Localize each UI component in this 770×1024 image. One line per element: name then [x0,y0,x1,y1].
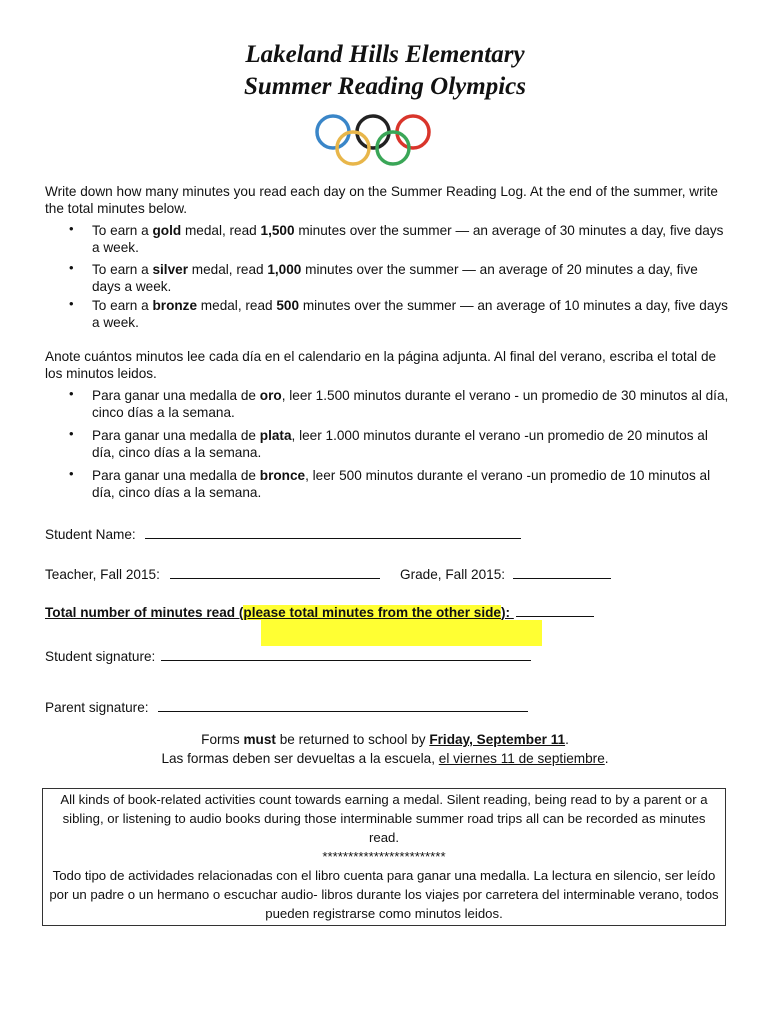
parent-signature-label: Parent signature: [45,700,149,715]
page-title-line2: Summer Reading Olympics [244,73,526,100]
note-box [42,788,726,926]
spanish-intro: Anote cuántos minutos lee cada día en el calendario en la página adjunta. Al final del verano, escriba el total de los minutos leidos. [45,349,717,381]
return-notice-english: Forms must be returned to school by Friday, September 11. [201,732,569,747]
bullet-icon: • [69,386,74,401]
english-intro: Write down how many minutes you read each day on the Summer Reading Log. At the end of the summer, write the total minutes below. [45,184,718,216]
bullet-icon: • [69,221,74,236]
note-separator: ************************ [322,849,446,864]
total-minutes-note: please total minutes from the other side [243,605,501,620]
list-item: • Para ganar una medalla de bronce, leer 500 minutos durante el verano -un promedio de 10 minutos al día, cinco días a la semana. [69,466,711,500]
list-item: • Para ganar una medalla de plata, leer 1.000 minutos durante el verano -un promedio de 20 minutos al día, cinco días a la semana. [69,426,708,460]
parent-signature-field[interactable] [158,699,528,712]
list-item: • To earn a bronze medal, read 500 minutes over the summer — an average of 10 minutes a day, five days a week. [69,296,728,330]
bullet-icon: • [69,466,74,481]
student-signature-row [45,648,531,665]
english-medal-list [45,222,730,337]
student-name-field[interactable] [145,526,521,539]
return-date-spanish: el viernes 11 de septiembre [438,751,605,766]
student-signature-label: Student signature: [45,649,156,664]
spanish-medal-list [45,387,730,507]
note-spanish: Todo tipo de actividades relacionadas con el libro cuenta para ganar una medalla. La lectura en silencio, ser leído por un padre o un hermano o escuchar audio- libros durante los viajes por carretera del interminable verano, todos pueden registrarse como minutos leidos. [49,868,719,921]
teacher-field[interactable] [170,566,380,579]
total-minutes-field[interactable] [516,604,594,617]
grade-row [400,566,611,583]
teacher-row [45,566,380,583]
student-name-row [45,526,521,543]
student-name-label: Student Name: [45,527,136,542]
olympic-rings-icon [313,112,433,168]
total-minutes-row: Total number of minutes read (please total minutes from the other side): [45,604,594,621]
return-notice-spanish: Las formas deben ser devueltas a la escuela, el viernes 11 de septiembre. [161,751,609,766]
note-english: All kinds of book-related activities count towards earning a medal. Silent reading, being read to by a parent or a sibling, or listening to audio books during those interminable summer road trips all can be recorded as minutes read. [60,792,708,845]
student-signature-field[interactable] [161,648,531,661]
list-item: • To earn a gold medal, read 1,500 minutes over the summer — an average of 30 minutes a day, five days a week. [69,221,724,255]
total-highlight-box [261,620,542,646]
list-item: • Para ganar una medalla de oro, leer 1.500 minutos durante el verano - un promedio de 30 minutos al día, cinco días a la semana. [69,386,729,420]
grade-label: Grade, Fall 2015: [400,567,506,582]
return-date-english: Friday, September 11 [429,732,566,747]
total-minutes-label: Total number of minutes read ( [45,605,244,620]
parent-signature-row [45,699,528,716]
bullet-icon: • [69,296,74,311]
teacher-label: Teacher, Fall 2015: [45,567,160,582]
grade-field[interactable] [513,566,611,579]
bullet-icon: • [69,426,74,441]
page-title-line1: Lakeland Hills Elementary [245,41,525,68]
bullet-icon: • [69,260,74,275]
list-item: • To earn a silver medal, read 1,000 minutes over the summer — an average of 20 minutes a day, five days a week. [69,260,698,294]
